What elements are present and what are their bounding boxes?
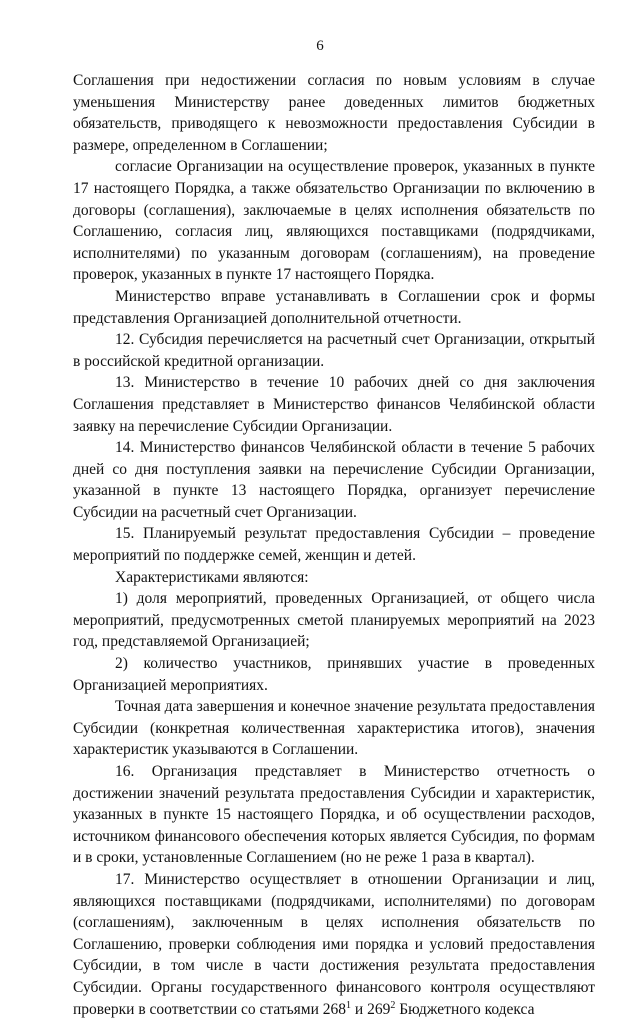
paragraph-characteristics-heading: Характеристиками являются: bbox=[115, 568, 309, 586]
article-268-superscript: 1 bbox=[346, 999, 352, 1011]
paragraph-consent: согласие Организации на осуществление проверок, указанных в пункте 17 настоящего Порядка, а также обязательство Организации по включению в договоры (соглашения), заключаемые в целях исполнения обязательств по Соглашению, согласия лиц, являющихся поставщиками (подрядчиками, исполнителями) по указанным договорам (соглашениям), на проведение проверок, указанных в пункте 17 настоящего Порядка. bbox=[73, 158, 595, 284]
paragraph-reporting-right: Министерство вправе устанавливать в Соглашении срок и формы представления Организацией дополнительной отчетности. bbox=[73, 287, 595, 327]
paragraph-13: 13. Министерство в течение 10 рабочих дней со дня заключения Соглашения представляет в Министерство финансов Челябинской области заявку на перечисление Субсидии Организации. bbox=[73, 374, 595, 435]
article-269-superscript: 2 bbox=[390, 999, 396, 1011]
paragraph-15: 15. Планируемый результат предоставления Субсидии – проведение мероприятий по поддержке семей, женщин и детей. bbox=[73, 525, 595, 565]
paragraph-17-text: 17. Министерство осуществляет в отношении Организации и лиц, являющихся поставщиками (подрядчиками, исполнителями) по договорам (соглашениям), заключенным в целях исполнения обязательств по Соглашению, проверки соблюдения ими порядка и условий предоставления Субсидии, в том числе в части достижения результата предоставления Субсидии. Органы государственного финансового контроля осуществляют проверки в соответствии со статьями bbox=[73, 870, 595, 1018]
article-268 bbox=[323, 1001, 351, 1018]
paragraph-characteristic-1: 1) доля мероприятий, проведенных Организацией, от общего числа мероприятий, предусмотренных сметой планируемых мероприятий на 2023 год, представляемой Организацией; bbox=[73, 590, 595, 651]
paragraph-14: 14. Министерство финансов Челябинской области в течение 5 рабочих дней со дня поступления заявки на перечисление Субсидии Организации, указанной в пункте 13 настоящего Порядка, организует перечисление Субсидии на расчетный счет Организации. bbox=[73, 439, 595, 521]
paragraph-16: 16. Организация представляет в Министерство отчетность о достижении значений результата предоставления Субсидии и характеристик, указанных в пункте 15 настоящего Порядка, и об осуществлении расходов, источником финансового обеспечения которых является Субсидия, по формам и в сроки, установленные Соглашением (но не реже 1 раза в квартал). bbox=[73, 763, 595, 867]
paragraph-continuation: Соглашения при недостижении согласия по новым условиям в случае уменьшения Министерству ранее доведенных лимитов бюджетных обязательств, приводящего к невозможности предоставления Субсидии в размере, определенном в Соглашении; bbox=[73, 72, 595, 154]
paragraph-17-conj: и bbox=[351, 1000, 368, 1018]
paragraph-result-date: Точная дата завершения и конечное значение результата предоставления Субсидии (конкретная количественная характеристика итогов), значения характеристик указываются в Соглашении. bbox=[73, 698, 595, 759]
paragraph-17-tail: Бюджетного кодекса bbox=[395, 1000, 535, 1018]
article-269 bbox=[367, 1001, 395, 1018]
article-268-number: 268 bbox=[322, 1000, 347, 1018]
page-number: 6 bbox=[316, 38, 324, 54]
article-269-number: 269 bbox=[367, 1000, 391, 1018]
document-body bbox=[73, 70, 595, 1020]
paragraph-characteristic-2: 2) количество участников, принявших участие в проведенных Организацией мероприятиях. bbox=[73, 655, 595, 694]
paragraph-12: 12. Субсидия перечисляется на расчетный счет Организации, открытый в российской кредитной организации. bbox=[73, 331, 595, 370]
paragraph-17 bbox=[73, 869, 595, 1020]
